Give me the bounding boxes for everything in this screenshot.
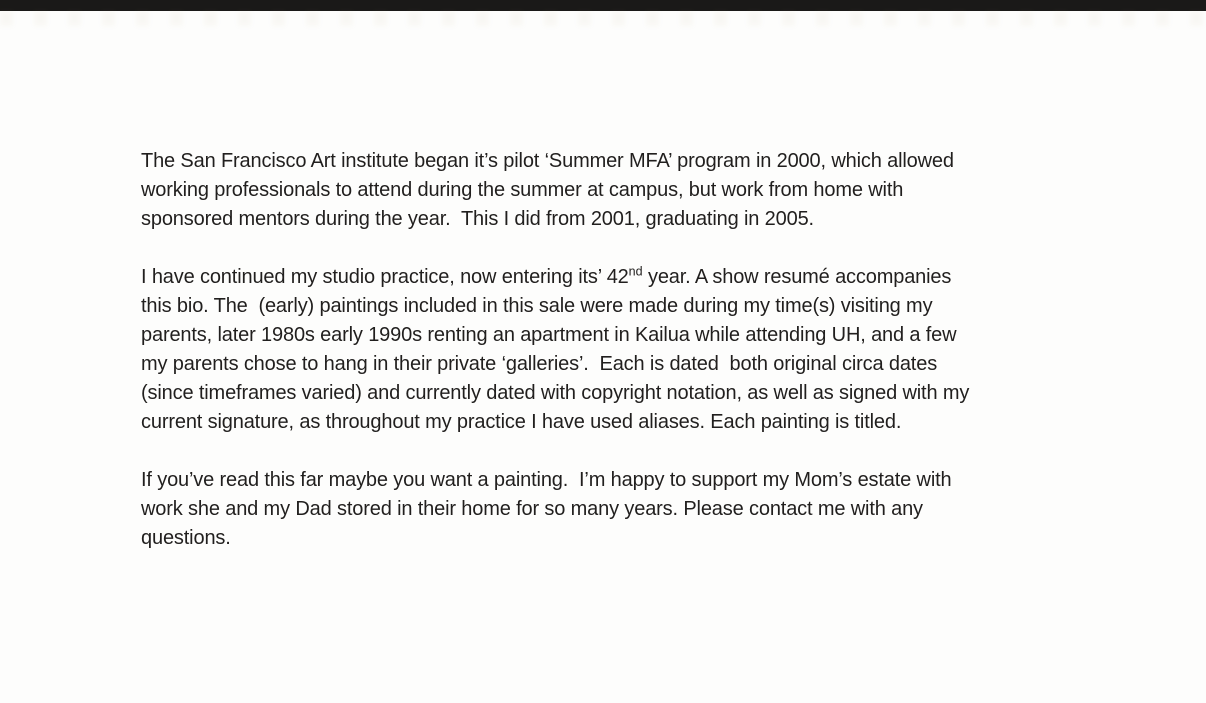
top-black-bar (0, 0, 1206, 11)
text-segment: I have continued my studio practice, now entering its’ 42 (141, 266, 629, 288)
text-line (141, 263, 1071, 292)
text-line: The San Francisco Art institute began it’s pilot ‘Summer MFA’ program in 2000, which allowed (141, 150, 954, 172)
text-line: (since timeframes varied) and currently dated with copyright notation, as well as signed with my (141, 382, 970, 404)
paragraph-mfa-program (141, 147, 1071, 234)
text-line: my parents chose to hang in their private ‘galleries’. Each is dated both original circa dates (141, 353, 938, 375)
text-line: working professionals to attend during the summer at campus, but work from home with (141, 179, 904, 201)
paragraph-studio-practice (141, 263, 1071, 437)
text-segment: year. A show resumé accompanies (642, 266, 952, 288)
superscript-ordinal: nd (628, 264, 643, 279)
text-line: sponsored mentors during the year. This I did from 2001, graduating in 2005. (141, 208, 814, 230)
document-body (141, 147, 1071, 553)
text-line: questions. (141, 527, 231, 549)
paragraph-closing-offer (141, 466, 1071, 553)
faded-text-artifact (0, 11, 1206, 26)
text-line: parents, later 1980s early 1990s renting an apartment in Kailua while attending UH, and a few (141, 324, 957, 346)
text-line: work she and my Dad stored in their home for so many years. Please contact me with any (141, 498, 923, 520)
text-line: current signature, as throughout my practice I have used aliases. Each painting is titled. (141, 411, 902, 433)
text-line: If you’ve read this far maybe you want a painting. I’m happy to support my Mom’s estate with (141, 469, 952, 491)
text-line: this bio. The (early) paintings included in this sale were made during my time(s) visiting my (141, 295, 933, 317)
